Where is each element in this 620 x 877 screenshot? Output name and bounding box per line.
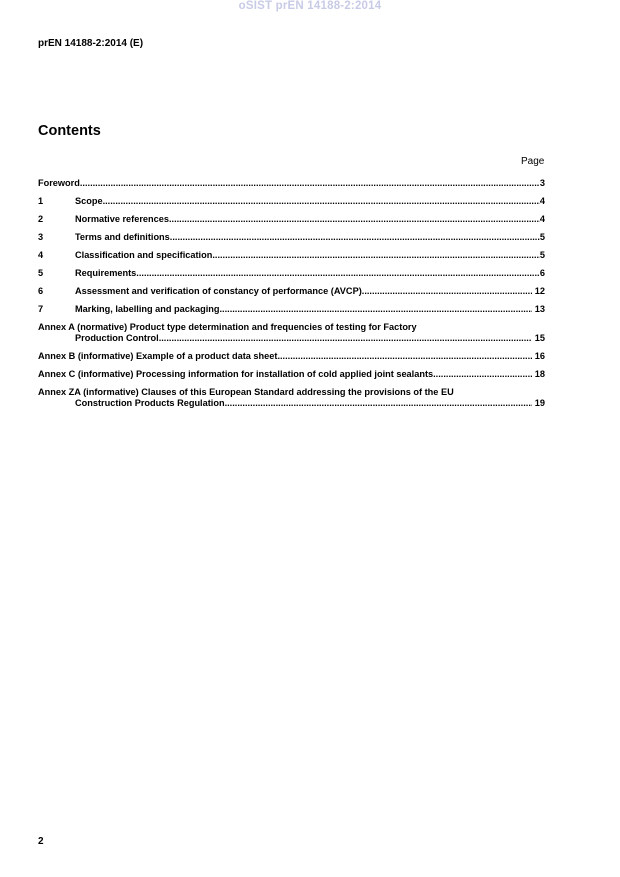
dot-leader [219, 304, 531, 315]
toc-entry-title: Marking, labelling and packaging [75, 304, 220, 314]
toc-entry-annex-b[interactable] [38, 351, 545, 362]
dot-leader [159, 333, 532, 344]
toc-entry-page: 3 [539, 178, 545, 188]
toc-entry-number: 6 [38, 286, 44, 296]
dot-leader [80, 178, 540, 189]
document-id: prEN 14188-2:2014 (E) [38, 38, 144, 49]
toc-entry-title: Annex ZA (informative) Clauses of this European Standard addressing the provisions of the EU [38, 387, 454, 397]
table-of-contents [38, 178, 545, 409]
toc-entry-clause[interactable] [38, 214, 545, 225]
dot-leader [362, 286, 532, 297]
toc-entry-page: 18 [534, 369, 545, 379]
toc-entry-page: 4 [539, 196, 545, 206]
contents-heading: Contents [38, 123, 101, 139]
toc-entry-number: 3 [38, 232, 44, 242]
toc-entry-number: 2 [38, 214, 44, 224]
toc-entry-clause[interactable] [38, 232, 545, 243]
dot-leader [170, 232, 540, 243]
dot-leader [212, 250, 540, 261]
toc-entry-number: 5 [38, 268, 44, 278]
toc-entry-page: 19 [534, 398, 545, 408]
dot-leader [169, 214, 540, 225]
dot-leader [277, 351, 531, 362]
dot-leader [225, 398, 532, 409]
dot-leader [103, 196, 540, 207]
toc-entry-annex-za[interactable] [38, 387, 545, 409]
dot-leader [433, 369, 532, 380]
toc-entry-number: 7 [38, 304, 44, 314]
toc-entry-title-continued: Construction Products Regulation [75, 398, 225, 408]
toc-entry-page: 5 [539, 250, 545, 260]
toc-entry-clause[interactable] [38, 304, 545, 315]
toc-entry-page: 6 [539, 268, 545, 278]
toc-entry-number: 1 [38, 196, 44, 206]
toc-entry-title: Terms and definitions [75, 232, 170, 242]
toc-entry-foreword[interactable] [38, 178, 545, 189]
toc-entry-title: Classification and specification [75, 250, 213, 260]
toc-entry-title: Annex C (informative) Processing information for installation of cold applied joint sealants [38, 369, 434, 379]
toc-entry-title: Annex B (informative) Example of a product data sheet [38, 351, 278, 361]
toc-entry-page: 12 [534, 286, 545, 296]
toc-entry-annex-c[interactable] [38, 369, 545, 380]
toc-entry-clause[interactable] [38, 268, 545, 279]
toc-entry-title-continued: Production Control [75, 333, 159, 343]
page-column-label: Page [521, 156, 545, 167]
dot-leader [136, 268, 540, 279]
toc-entry-page: 16 [534, 351, 545, 361]
watermark: oSIST prEN 14188-2:2014 [238, 0, 382, 12]
toc-entry-page: 5 [539, 232, 545, 242]
toc-entry-title: Scope [75, 196, 103, 206]
toc-entry-annex-a[interactable] [38, 322, 545, 344]
toc-entry-title: Foreword [38, 178, 80, 188]
toc-entry-clause[interactable] [38, 286, 545, 297]
toc-entry-title: Assessment and verification of constancy of performance (AVCP) [75, 286, 362, 296]
toc-entry-page: 15 [534, 333, 545, 343]
page-number: 2 [38, 836, 44, 847]
toc-entry-clause[interactable] [38, 196, 545, 207]
toc-entry-clause[interactable] [38, 250, 545, 261]
toc-entry-number: 4 [38, 250, 44, 260]
toc-entry-page: 4 [539, 214, 545, 224]
toc-entry-title: Normative references [75, 214, 169, 224]
toc-entry-title: Annex A (normative) Product type determination and frequencies of testing for Factory [38, 322, 417, 332]
toc-entry-page: 13 [534, 304, 545, 314]
toc-entry-title: Requirements [75, 268, 137, 278]
